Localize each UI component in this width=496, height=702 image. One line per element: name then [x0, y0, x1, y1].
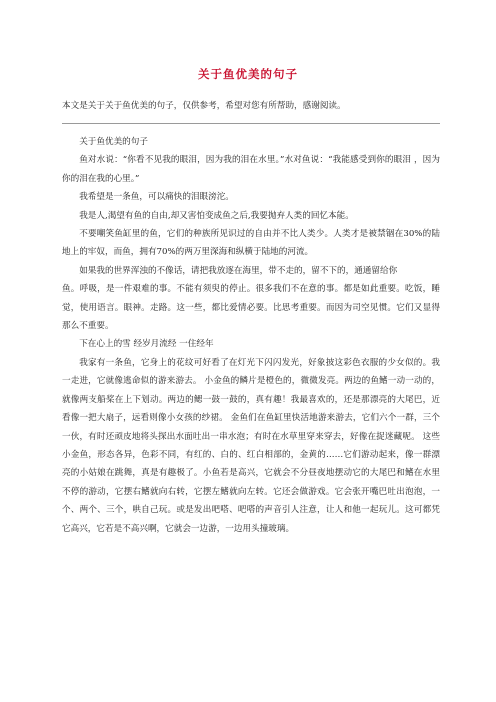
paragraph: 下在心上的雪 经岁月流经 一住经年 [79, 339, 214, 350]
paragraph: 鱼对水说：“你看不见我的眼泪，因为我的泪在水里。”水对鱼说：“我能感受到你的眼泪 ，因为你的泪在我的心里。” [62, 155, 440, 184]
section-heading: 关于鱼优美的句子 [79, 137, 148, 147]
paragraph: 如果我的世界浑浊的不像话，请把我放逐在海里，带不走的，留不下的，通通留给你 [79, 265, 398, 276]
paragraph: 我希望是一条鱼，可以痛快的泪眼滂沱。 [79, 192, 234, 203]
header-divider [62, 123, 440, 124]
paragraph: 我是人,渴望有鱼的自由,却又害怕变成鱼之后,我要抛弃人类的回忆本能。 [79, 210, 354, 221]
paragraph: 鱼。呼吸，是一件艰难的事。不能有须臾的停止。很多我们不在意的事。都是如此重要。吃饭，睡觉，使用语言。眼神。走路。这一些，都比爱情必要。比思考重要。而因为司空见惯。它们又显得那么不重要。 [62, 284, 440, 332]
paragraph: 我家有一条鱼，它身上的花纹可好看了在灯光下闪闪发光，好象披这彩色衣服的少女似的。我一走进，它就像逃命似的游来游去。 小金鱼的鳞片是橙色的，微微发亮。两边的鱼鳍一动一动的，就像两支船桨在上下划动。两边的鳃一鼓一鼓的，真有趣！我最喜欢的，还是那漂亮的大尾巴，近看像一把大扇子，远看则像小女孩的纱裙。 金鱼们在鱼缸里快活地游来游去，它们六个一群，三个一伙，有时还顽皮地将头探出水面吐出一串水泡；有时在水草里穿来穿去，好像在捉迷藏呢。 这些小金鱼，形态各异，色彩不同，有红的、白的、红白相部的，金黄的……它们游动起来，像一群漂亮的小姑娘在跳舞，真是有趣极了。小鱼若是高兴，它就会不分昼夜地摆动它的大尾巴和鳍在水里不停的游动，它摆右鳍就向右转，它摆左鳍就向左转。它还会做游戏。它会张开嘴巴吐出泡泡，一个、两个、三个，哄自己玩。或是发出吧嗒、吧嗒的声音引人注意，让人和他一起玩儿。这可都凭它高兴，它若是不高兴啊，它就会一边游，一边用头撞玻璃。 [62, 357, 440, 534]
document-body [62, 133, 440, 538]
document-title: 关于鱼优美的句子 [198, 67, 298, 81]
paragraph: 不要嘲笑鱼缸里的鱼，它们的种族所见识过的自由并不比人类少。人类才是被禁锢在30%的陆地上的牢奴，而鱼，拥有70%的两万里深海和纵横于陆地的河流。 [62, 229, 440, 258]
document-intro: 本文是关于关于鱼优美的句子，仅供参考，希望对您有所帮助，感谢阅读。 [62, 101, 346, 111]
